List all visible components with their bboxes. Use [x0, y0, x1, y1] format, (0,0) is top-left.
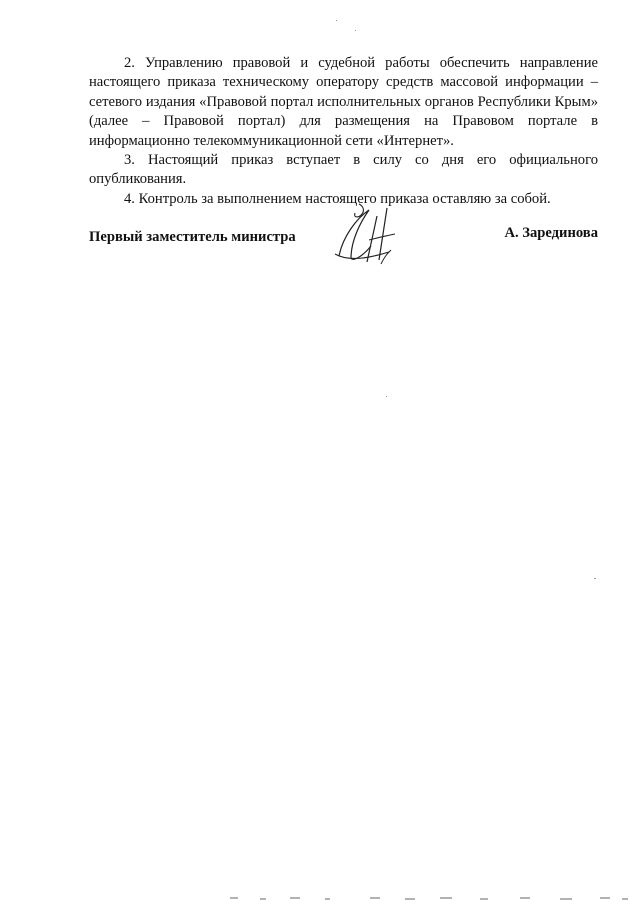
handwritten-signature — [329, 196, 409, 276]
paragraph-2: 2. Управлению правовой и судебной работы обеспечить направление настоящего приказа техническому оператору средств массовой информации – сетевого издания «Правовой портал исполнительных органов Республики Крым» (далее – Правовой портал) для размещения на Правовом портале в информационно телекоммуникационной сети «Интернет». — [89, 55, 598, 149]
document-body — [89, 54, 598, 209]
paragraph-4: 4. Контроль за выполнением настоящего приказа оставляю за собой. — [124, 190, 551, 207]
signer-title: Первый заместитель министра — [89, 229, 296, 245]
scan-edge-noise — [230, 897, 630, 900]
signature-block — [89, 196, 598, 276]
scan-speck — [386, 396, 387, 397]
scan-speck — [336, 20, 337, 21]
paragraph-3: 3. Настоящий приказ вступает в силу со дня его официального опубликования. — [89, 152, 598, 188]
scan-speck — [594, 578, 596, 579]
signer-name: А. Зарединова — [504, 225, 598, 241]
scan-speck — [355, 30, 356, 31]
